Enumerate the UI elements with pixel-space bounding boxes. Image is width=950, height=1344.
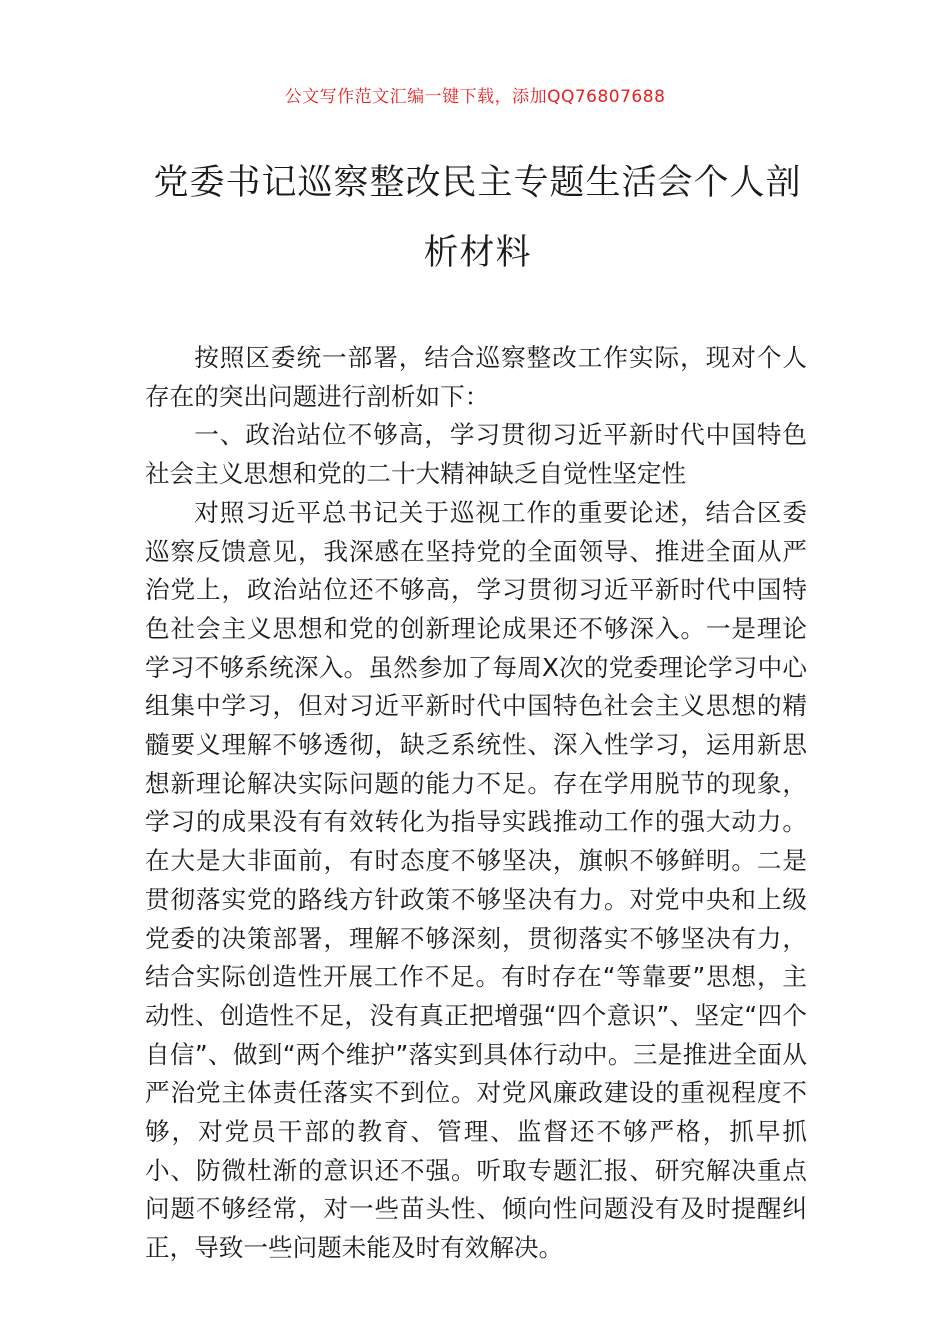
body-paragraph: 对照习近平总书记关于巡视工作的重要论述，结合区委巡察反馈意见，我深感在坚持党的全面领导、推进全面从严治党上，政治站位还不够高，学习贯彻习近平新时代中国特色社会主义思想和党的创新理论成果还不够深入。一是理论学习不够系统深入。虽然参加了每周X次的党委理论学习中心组集中学习，但对习近平新时代中国特色社会主义思想的精髓要义理解不够透彻，缺乏系统性、深入性学习，运用新思想新理论解决实际问题的能力不足。存在学用脱节的现象，学习的成果没有有效转化为指导实践推动工作的强大动力。在大是大非面前，有时态度不够坚决，旗帜不够鲜明。二是贯彻落实党的路线方针政策不够坚决有力。对党中央和上级党委的决策部署，理解不够深刻，贯彻落实不够坚决有力，结合实际创造性开展工作不足。有时存在“等靠要”思想，主动性、创造性不足，没有真正把增强“四个意识”、坚定“四个自信”、做到“两个维护”落实到具体行动中。三是推进全面从严治党主体责任落实不到位。对党风廉政建设的重视程度不够，对党员干部的教育、管理、监督还不够严格，抓早抓小、防微杜渐的意识还不强。听取专题汇报、研究解决重点问题不够经常，对一些苗头性、倾向性问题没有及时提醒纠正，导致一些问题未能及时有效解决。 (145, 497, 807, 1263)
intro-paragraph: 按照区委统一部署，结合巡察整改工作实际，现对个人存在的突出问题进行剖析如下： (145, 343, 807, 411)
document-title: 党委书记巡察整改民主专题生活会个人剖析材料 (153, 163, 802, 273)
download-notice: 公文写作范文汇编一键下载，添加QQ76807688 (284, 87, 666, 107)
document-body (145, 339, 807, 1268)
section-heading: 一、政治站位不够高，学习贯彻习近平新时代中国特色社会主义思想和党的二十大精神缺乏自觉性坚定性 (145, 420, 807, 489)
